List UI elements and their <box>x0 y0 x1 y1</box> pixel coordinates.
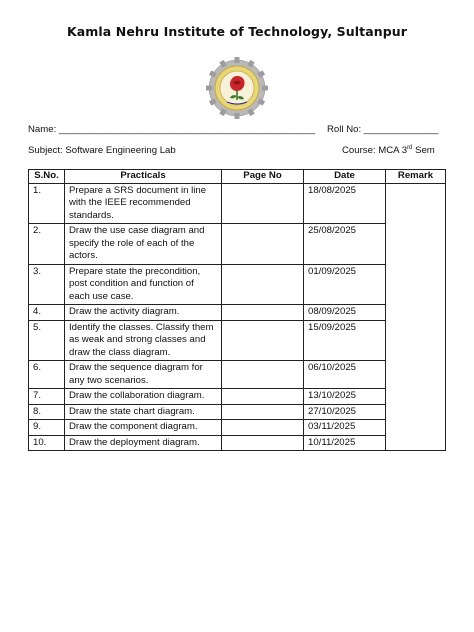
row-page-no <box>222 305 304 321</box>
row-page-no <box>222 320 304 361</box>
row-page-no <box>222 361 304 389</box>
row-sno: 6. <box>29 361 65 389</box>
row-page-no <box>222 420 304 436</box>
table-row <box>29 420 446 436</box>
row-page-no <box>222 224 304 265</box>
row-sno: 9. <box>29 420 65 436</box>
header-page-no: Page No <box>222 170 304 184</box>
table-row <box>29 404 446 420</box>
row-date: 08/09/2025 <box>304 305 386 321</box>
row-practical: Draw the activity diagram. <box>65 305 222 321</box>
table-row <box>29 224 446 265</box>
row-date: 18/08/2025 <box>304 183 386 224</box>
course-suffix: Sem <box>412 145 435 156</box>
row-practical: Draw the sequence diagram for any two scenarios. <box>65 361 222 389</box>
row-practical: Draw the component diagram. <box>65 420 222 436</box>
row-practical: Prepare a SRS document in line with the IEEE recommended standards. <box>65 183 222 224</box>
roll-no-field: Roll No: ______________ <box>327 124 439 135</box>
row-date: 03/11/2025 <box>304 420 386 436</box>
practicals-table <box>28 169 446 451</box>
row-date: 15/09/2025 <box>304 320 386 361</box>
row-sno: 7. <box>29 389 65 405</box>
row-sno: 8. <box>29 404 65 420</box>
row-practical: Draw the state chart diagram. <box>65 404 222 420</box>
row-sno: 10. <box>29 435 65 451</box>
row-practical: Draw the use case diagram and specify the role of each of the actors. <box>65 224 222 265</box>
remark-cell <box>386 183 446 451</box>
header-remark: Remark <box>386 170 446 184</box>
row-page-no <box>222 435 304 451</box>
row-practical: Draw the deployment diagram. <box>65 435 222 451</box>
row-date: 13/10/2025 <box>304 389 386 405</box>
row-sno: 2. <box>29 224 65 265</box>
row-page-no <box>222 264 304 305</box>
row-sno: 3. <box>29 264 65 305</box>
college-emblem-icon <box>205 56 269 120</box>
row-practical: Identify the classes. Classify them as weak and strong classes and draw the class diagram. <box>65 320 222 361</box>
course-label <box>342 145 435 156</box>
subject-label: Subject: Software Engineering Lab <box>28 145 176 156</box>
header-sno: S.No. <box>29 170 65 184</box>
name-field: Name: ________________________________________________ <box>28 124 316 135</box>
table-row <box>29 183 446 224</box>
course-superscript: rd <box>407 144 413 151</box>
table-row <box>29 320 446 361</box>
row-sno: 1. <box>29 183 65 224</box>
table-row <box>29 361 446 389</box>
table-row <box>29 435 446 451</box>
row-page-no <box>222 404 304 420</box>
row-sno: 5. <box>29 320 65 361</box>
row-date: 25/08/2025 <box>304 224 386 265</box>
course-prefix: Course: MCA 3 <box>342 145 408 156</box>
row-page-no <box>222 389 304 405</box>
row-page-no <box>222 183 304 224</box>
row-practical: Prepare state the precondition, post condition and function of each use case. <box>65 264 222 305</box>
row-date: 06/10/2025 <box>304 361 386 389</box>
row-practical: Draw the collaboration diagram. <box>65 389 222 405</box>
table-header-row <box>29 170 446 184</box>
table-row <box>29 389 446 405</box>
table-row <box>29 305 446 321</box>
institute-title: Kamla Nehru Institute of Technology, Sultanpur <box>66 24 408 39</box>
header-date: Date <box>304 170 386 184</box>
row-date: 10/11/2025 <box>304 435 386 451</box>
row-date: 27/10/2025 <box>304 404 386 420</box>
header-practicals: Practicals <box>65 170 222 184</box>
table-row <box>29 264 446 305</box>
row-sno: 4. <box>29 305 65 321</box>
row-date: 01/09/2025 <box>304 264 386 305</box>
